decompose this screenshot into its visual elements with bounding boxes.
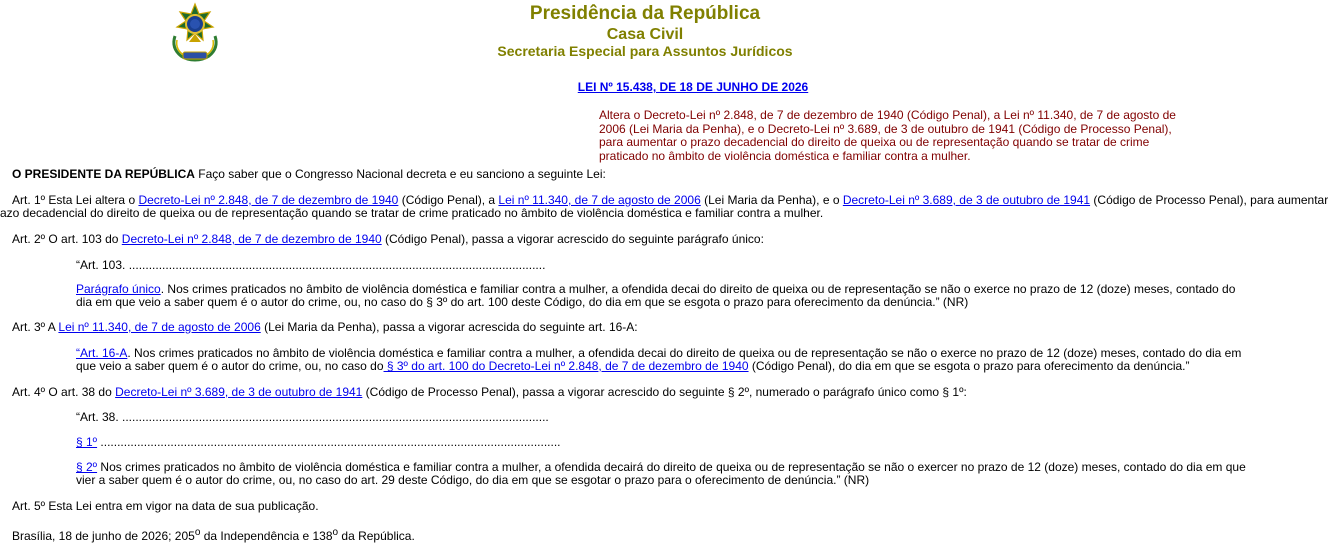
law-title-link[interactable]: LEI Nº 15.438, DE 18 DE JUNHO DE 2026 [577, 80, 809, 94]
law-title [420, 80, 966, 94]
art3-link-lei-11340[interactable]: Lei nº 11.340, de 7 de agosto de 2006 [58, 320, 261, 334]
art3-quote-text: que veio a saber quem é o autor do crime, ou, no caso do [76, 359, 384, 373]
art4-p1-text: .......................................................................................................................................... [97, 435, 561, 449]
art1-text: (Código Penal), a [398, 193, 499, 207]
art3-text: (Lei Maria da Penha), passa a vigorar acrescida do seguinte art. 16-A: [260, 320, 638, 334]
art4-p2-text: Nos crimes praticados no âmbito de violência doméstica e familiar contra a mulher, a ofendida decairá do direito de queixa ou de representação se não o exercer no prazo de 12 (doze) meses, contado do dia em que [97, 460, 1246, 474]
brazil-coat-of-arms-icon [163, 2, 227, 66]
art4-p1-link[interactable]: § 1º [76, 435, 98, 449]
art4-text: Art. 4º O art. 38 do [12, 385, 116, 399]
closing-text: da República. [338, 529, 415, 543]
closing-sup: o [332, 527, 339, 538]
art1-link-decreto-3689[interactable]: Decreto-Lei nº 3.689, de 3 de outubro de 1941 [842, 193, 1091, 207]
art3-link-art100[interactable]: § 3º do art. 100 do Decreto-Lei nº 2.848, de 7 de dezembro de 1940 [383, 359, 749, 373]
art4-link-decreto-3689[interactable]: Decreto-Lei nº 3.689, de 3 de outubro de 1941 [115, 385, 363, 399]
art1-line2: azo decadencial do direito de queixa ou de representação quando se tratar de crime praticado no âmbito de violência doméstica e familiar contra a mulher. [0, 206, 824, 220]
header-casa-civil: Casa Civil [606, 26, 684, 43]
closing-text: Brasília, 18 de junho de 2026; 205 [12, 529, 195, 543]
art2-line [12, 233, 764, 247]
header-presidencia: Presidência da República [529, 3, 761, 24]
ementa: Altera o Decreto-Lei nº 2.848, de 7 de dezembro de 1940 (Código Penal), a Lei nº 11.340, de 7 de agosto de 2006 (Lei Maria da Penha), e o Decreto-Lei nº 3.689, de 3 de outubro de 1941 (Código de Processo Penal), para aumentar o prazo decadencial do direito de queixa ou de representação quando se tratar de crime praticado no âmbito de violência doméstica e familiar contra a mulher. [599, 108, 1176, 163]
art4-text: (Código de Processo Penal), passa a vigorar acrescido do seguinte § 2º, numerado o parágrafo único como § 1º: [362, 385, 967, 399]
header-secretaria: Secretaria Especial para Assuntos Jurídicos [497, 43, 793, 59]
art3-quote-line2 [76, 360, 1190, 374]
art4-p2-link[interactable]: § 2º [76, 460, 98, 474]
art3-quote-text: . Nos crimes praticados no âmbito de violência doméstica e familiar contra a mulher, a ofendida decai do direito de queixa ou de representação se não o exerce no prazo de 12 (doze) meses, contado do dia em [127, 346, 1242, 360]
art1-text: (Lei Maria da Penha), e o [700, 193, 843, 207]
art1-link-decreto-2848[interactable]: Decreto-Lei nº 2.848, de 7 de dezembro de 1940 [138, 193, 399, 207]
art1-text: Art. 1º Esta Lei altera o [12, 193, 139, 207]
art4-line [12, 386, 967, 400]
art5-line: Art. 5º Esta Lei entra em vigor na data de sua publicação. [12, 499, 319, 513]
art2-paragrafo-line2: dia em que veio a saber quem é o autor do crime, ou, no caso do § 3º do art. 100 deste Código, do dia em que se esgota o prazo para oferecimento da denúncia.” (NR) [76, 295, 969, 309]
closing-text: da Independência e 138 [200, 529, 333, 543]
art2-link-decreto-2848[interactable]: Decreto-Lei nº 2.848, de 7 de dezembro de 1940 [121, 232, 382, 246]
art2-text: (Código Penal), passa a vigorar acrescido do seguinte parágrafo único: [381, 232, 764, 246]
closing-line [12, 526, 415, 544]
art3-text: Art. 3º A [12, 320, 59, 334]
art4-quote-head: “Art. 38. ................................................................................................................................ [76, 410, 549, 424]
art3-art16a-link[interactable]: “Art. 16-A [76, 346, 128, 360]
art4-p1-line [76, 436, 561, 450]
art2-paragrafo-text: . Nos crimes praticados no âmbito de violência doméstica e familiar contra a mulher, a ofendida decai do direito de queixa ou de representação se não o exerce no prazo de 12 (doze) meses, contado do [160, 282, 1236, 296]
art2-paragrafo-link[interactable]: Parágrafo único [76, 282, 161, 296]
art1-text: (Código de Processo Penal), para aumentar [1090, 193, 1328, 207]
art3-line [12, 321, 638, 335]
art2-quote-head: “Art. 103. ............................................................................................................................. [76, 258, 546, 272]
closing-sup: o [194, 527, 201, 538]
preamble [12, 168, 606, 182]
art1-link-lei-11340[interactable]: Lei nº 11.340, de 7 de agosto de 2006 [498, 193, 701, 207]
preamble-bold: O PRESIDENTE DA REPÚBLICA [12, 167, 195, 181]
preamble-text: Faço saber que o Congresso Nacional decreta e eu sanciono a seguinte Lei: [194, 167, 606, 181]
art3-quote-text: (Código Penal), do dia em que se esgota o prazo para oferecimento da denúncia.” [748, 359, 1190, 373]
art4-p2-line2: vier a saber quem é o autor do crime, ou, no caso do art. 29 deste Código, do dia em que se esgotar o prazo para o oferecimento de denúncia.” (NR) [76, 473, 870, 487]
art2-text: Art. 2º O art. 103 do [12, 232, 122, 246]
